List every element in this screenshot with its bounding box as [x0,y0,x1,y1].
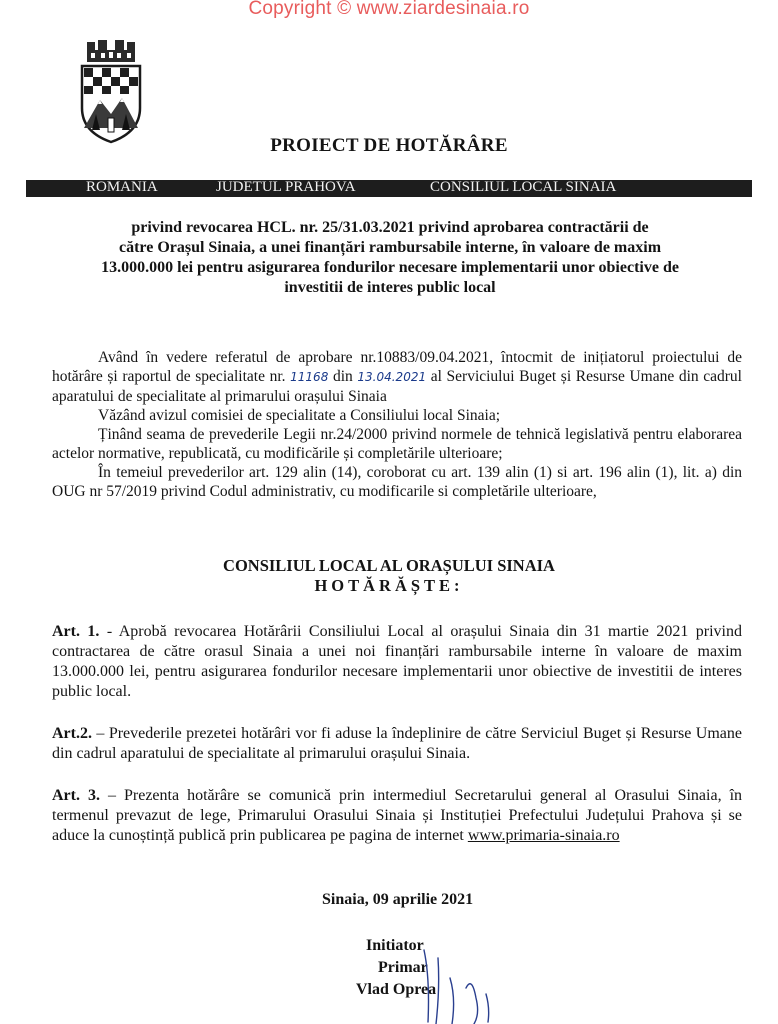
preamble-paragraph [52,348,742,406]
band-county: JUDETUL PRAHOVA [216,179,356,195]
council-heading: CONSILIUL LOCAL AL ORAȘULUI SINAIA [223,556,555,575]
decides-heading: HOTĂRĂȘTE: [314,576,464,595]
preamble-text: al Serviciului Buget și Resurse Umane din cadrul aparatului de specialitate al primarului orașului Sinaia [52,368,742,405]
article-3 [52,786,742,846]
sinaia-coat-of-arms-icon [78,40,144,144]
subject-line: privind revocarea HCL. nr. 25/31.03.2021 privind aprobarea contractării de [131,219,649,236]
band-country: ROMANIA [86,179,158,195]
preamble-paragraph: Ținând seama de prevederile Legii nr.24/2000 privind normele de tehnică legislativă pentru elaborarea actelor normative, republicată, cu modificările și completările ulterioare; [52,426,742,462]
role-label: Primar [378,959,428,976]
handwritten-number: 11168 [290,370,329,384]
article-2 [52,724,742,764]
article-text: – Prevederile prezetei hotărâri vor fi aduse la îndeplinire de către Serviciul Buget și Resurse Umane din cadrul aparatului de specialitate al primarului orașului Sinaia. [52,725,742,762]
article-text: - Aprobă revocarea Hotărârii Consiliului Local al orașului Sinaia din 31 martie 2021 privind contractarea de către orasul Sinaia a unei noi finanțări rambursabile interne în valoare de maxim 13.000.000 lei, pentru asigurarea fondurilor necesare implementarii unor obiective de investitii de interes public local. [52,623,742,700]
preamble-paragraph: În temeiul prevederilor art. 129 alin (14), coroborat cu art. 139 alin (1) si art. 196 alin (1), lit. a) din OUG nr 57/2019 privind Codul administrativ, cu modificarile si completările ulterioare, [52,464,742,500]
article-1 [52,622,742,702]
preamble-paragraph: Văzând avizul comisiei de specialitate a Consiliului local Sinaia; [98,407,501,424]
document-title: PROIECT DE HOTĂRÂRE [270,135,508,156]
subject-line: către Orașul Sinaia, a unei finanțări rambursabile interne, în valoare de maxim [118,239,662,256]
handwritten-date: 13.04.2021 [357,370,427,384]
initiator-label: Initiator [366,937,424,954]
council-heading-block [0,556,778,596]
article-label: Art. 1. [52,623,100,640]
article-label: Art.2. [52,725,92,742]
subject-line: investitii de interes public local [284,279,496,296]
document-subject [40,218,740,298]
preamble [52,348,742,501]
subject-line: 13.000.000 lei pentru asigurarea fondurilor necesare implementarii unor obiective de [101,259,679,276]
header-band [26,180,752,197]
band-council: CONSILIUL LOCAL SINAIA [430,179,617,195]
article-text: – Prezenta hotărâre se comunică prin intermediul Secretarului general al Orasului Sinaia, în termenul prevazut de lege, Primarului Orasului Sinaia și Instituției Prefectului Județului Prahova și se aduce la cunoștință publică prin publicarea pe pagina de internet [52,787,743,844]
signatory-name: Vlad Oprea [356,981,437,998]
article-label: Art. 3. [52,787,100,804]
handwritten-signature-icon [410,948,520,1024]
website-link[interactable]: www.primaria-sinaia.ro [467,827,620,844]
place-date: Sinaia, 09 aprilie 2021 [322,891,474,908]
preamble-text: din [328,368,358,385]
preamble-text: Având în vedere referatul de aprobare nr.10883/09.04.2021, întocmit de inițiatorul proiectului de hotărâre și raportul de specialitate nr. [52,349,742,385]
copyright-watermark: Copyright © www.ziardesinaia.ro [248,0,530,19]
